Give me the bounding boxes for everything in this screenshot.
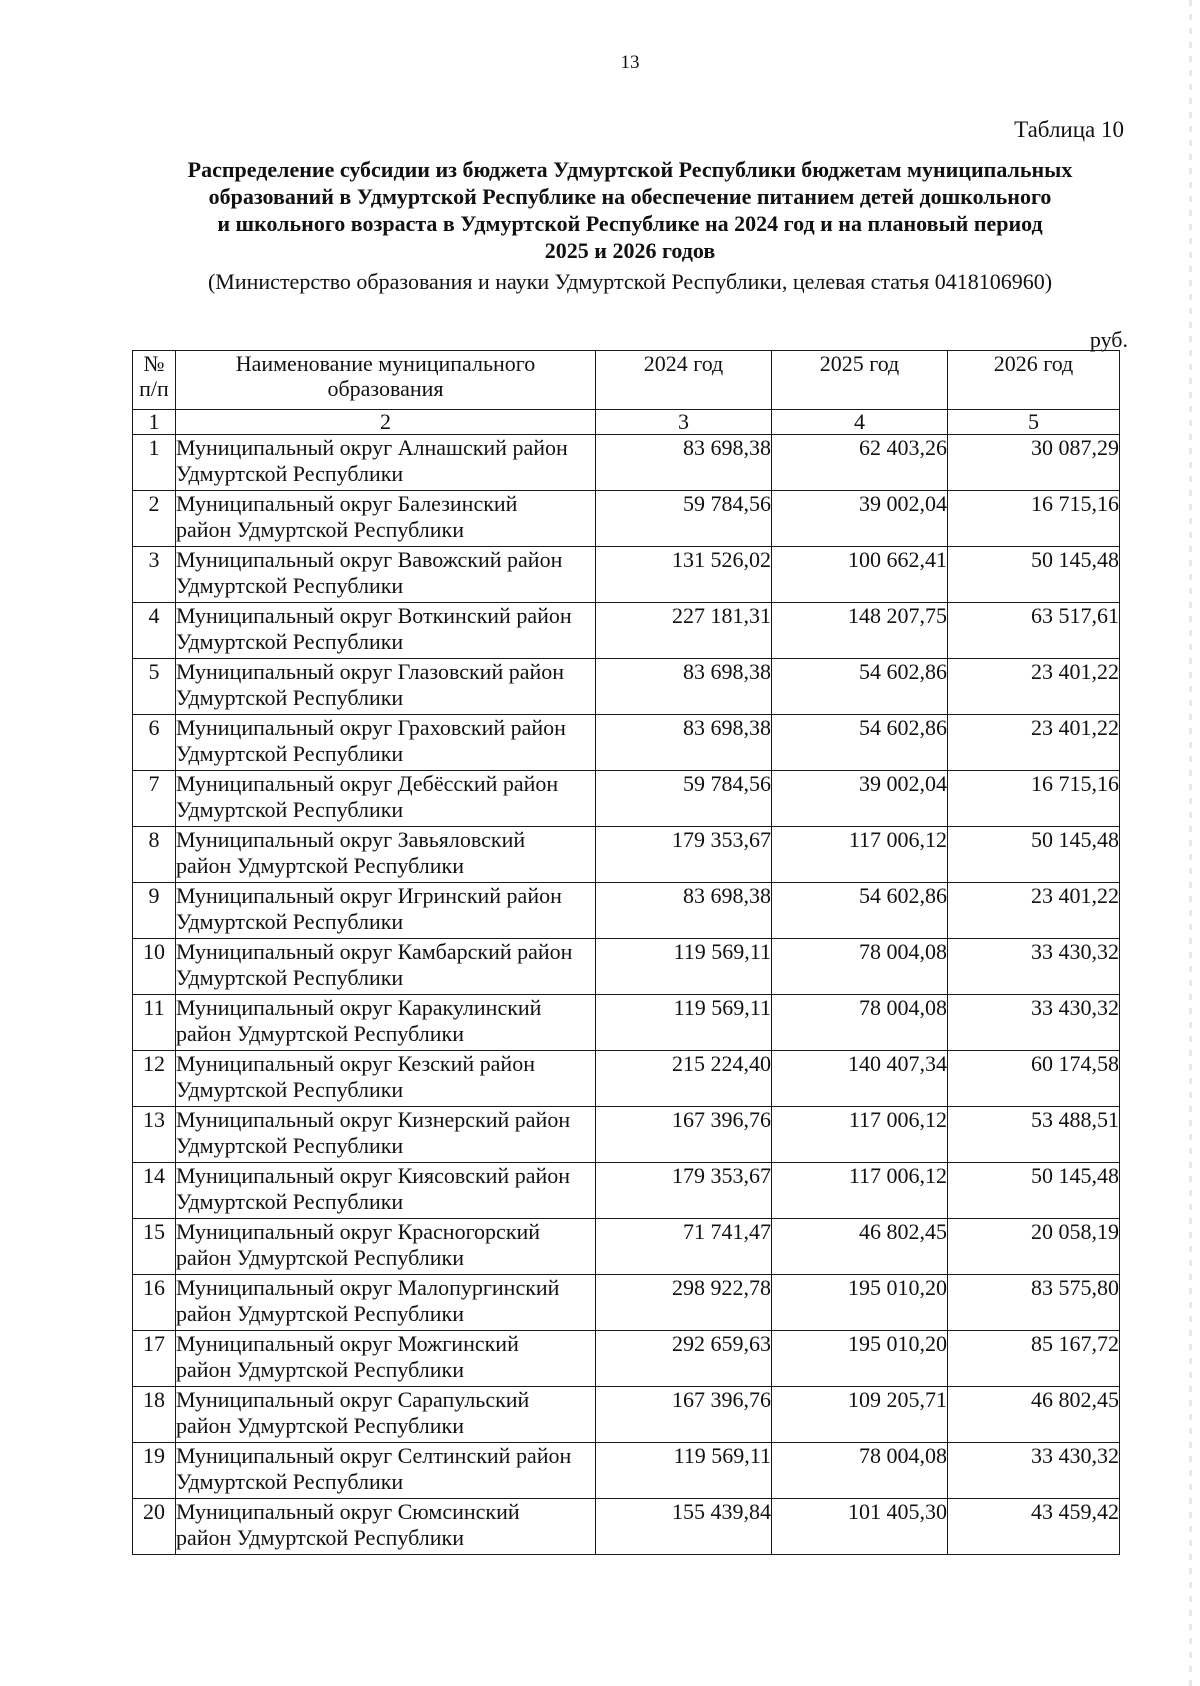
municipality-name-line: Муниципальный округ Кизнерский район: [176, 1107, 571, 1132]
municipality-name: [176, 1275, 596, 1331]
table-row: [133, 827, 1120, 883]
municipality-name-line: район Удмуртской Республики: [176, 853, 464, 878]
table-row: [133, 715, 1120, 771]
title-line: Распределение субсидии из бюджета Удмуртской Республики бюджетам муниципальных: [187, 157, 1073, 182]
row-number: 14: [133, 1163, 176, 1219]
scan-edge-artifact: [1189, 0, 1192, 1686]
table-row: [133, 1275, 1120, 1331]
value-2025: 109 205,71: [772, 1387, 948, 1443]
currency-unit: руб.: [1089, 327, 1128, 352]
row-number: 20: [133, 1499, 176, 1555]
municipality-name: [176, 715, 596, 771]
municipality-name: [176, 1443, 596, 1499]
municipality-name-line: Муниципальный округ Можгинский: [176, 1331, 519, 1356]
value-2026: 50 145,48: [948, 827, 1120, 883]
value-2024: 83 698,38: [596, 715, 772, 771]
row-number: 2: [133, 491, 176, 547]
table-row: [133, 883, 1120, 939]
page-number: 13: [620, 52, 640, 73]
column-index: 2: [176, 410, 596, 435]
column-index: 1: [133, 410, 176, 435]
table-row: [133, 491, 1120, 547]
row-number: 9: [133, 883, 176, 939]
header-row: [133, 351, 1120, 410]
value-2025: 54 602,86: [772, 659, 948, 715]
header-name-line: Наименование муниципального: [235, 351, 536, 376]
municipality-name: [176, 1107, 596, 1163]
value-2024: 119 569,11: [596, 939, 772, 995]
value-2025: 39 002,04: [772, 771, 948, 827]
municipality-name-line: Муниципальный округ Сюмсинский: [176, 1499, 520, 1524]
municipality-name-line: Удмуртской Республики: [176, 1469, 404, 1494]
value-2025: 54 602,86: [772, 883, 948, 939]
value-2025: 117 006,12: [772, 1107, 948, 1163]
table-row: [133, 1331, 1120, 1387]
value-2024: 59 784,56: [596, 771, 772, 827]
value-2026: 23 401,22: [948, 883, 1120, 939]
value-2025: 140 407,34: [772, 1051, 948, 1107]
municipality-name: [176, 1219, 596, 1275]
table-row: [133, 659, 1120, 715]
row-number: 10: [133, 939, 176, 995]
table-row: [133, 1219, 1120, 1275]
municipality-name: [176, 603, 596, 659]
row-number: 15: [133, 1219, 176, 1275]
header-name-line: образования: [327, 376, 444, 401]
municipality-name-line: Муниципальный округ Киясовский район: [176, 1163, 571, 1188]
row-number: 3: [133, 547, 176, 603]
municipality-name: [176, 995, 596, 1051]
table-row: [133, 1443, 1120, 1499]
municipality-name-line: район Удмуртской Республики: [176, 1525, 464, 1550]
municipality-name: [176, 939, 596, 995]
municipality-name-line: Муниципальный округ Воткинский район: [176, 603, 572, 628]
value-2026: 20 058,19: [948, 1219, 1120, 1275]
municipality-name-line: Удмуртской Республики: [176, 629, 404, 654]
header-number: [133, 351, 176, 410]
header-name: [176, 351, 596, 410]
value-2026: 85 167,72: [948, 1331, 1120, 1387]
municipality-name-line: Удмуртской Республики: [176, 461, 404, 486]
value-2024: 167 396,76: [596, 1107, 772, 1163]
value-2024: 155 439,84: [596, 1499, 772, 1555]
row-number: 19: [133, 1443, 176, 1499]
value-2024: 71 741,47: [596, 1219, 772, 1275]
municipality-name-line: Удмуртской Республики: [176, 573, 404, 598]
table-body: [133, 435, 1120, 1555]
header-number-line: №: [143, 351, 165, 376]
municipality-name-line: Удмуртской Республики: [176, 797, 404, 822]
municipality-name-line: Удмуртской Республики: [176, 909, 404, 934]
value-2026: 43 459,42: [948, 1499, 1120, 1555]
municipality-name-line: Муниципальный округ Камбарский район: [176, 939, 573, 964]
column-index: 5: [948, 410, 1120, 435]
row-number: 16: [133, 1275, 176, 1331]
value-2026: 83 575,80: [948, 1275, 1120, 1331]
municipality-name-line: район Удмуртской Республики: [176, 517, 464, 542]
value-2024: 179 353,67: [596, 827, 772, 883]
municipality-name-line: Муниципальный округ Игринский район: [176, 883, 562, 908]
value-2026: 50 145,48: [948, 1163, 1120, 1219]
municipality-name-line: Муниципальный округ Селтинский район: [176, 1443, 572, 1468]
municipality-name-line: Муниципальный округ Красногорский: [176, 1219, 541, 1244]
row-number: 6: [133, 715, 176, 771]
table-row: [133, 771, 1120, 827]
municipality-name-line: Удмуртской Республики: [176, 741, 404, 766]
value-2025: 62 403,26: [772, 435, 948, 491]
value-2024: 83 698,38: [596, 883, 772, 939]
municipality-name-line: район Удмуртской Республики: [176, 1021, 464, 1046]
value-2024: 59 784,56: [596, 491, 772, 547]
column-index: 3: [596, 410, 772, 435]
title-line: образований в Удмуртской Республике на обеспечение питанием детей дошкольного: [208, 184, 1052, 209]
header-2025: 2025 год: [772, 351, 948, 410]
value-2026: 53 488,51: [948, 1107, 1120, 1163]
table-row: [133, 939, 1120, 995]
value-2025: 195 010,20: [772, 1275, 948, 1331]
municipality-name-line: Удмуртской Республики: [176, 965, 404, 990]
municipality-name-line: Муниципальный округ Алнашский район: [176, 435, 568, 460]
row-number: 12: [133, 1051, 176, 1107]
value-2026: 33 430,32: [948, 1443, 1120, 1499]
title-line: 2025 и 2026 годов: [544, 238, 716, 263]
value-2025: 117 006,12: [772, 827, 948, 883]
value-2026: 16 715,16: [948, 771, 1120, 827]
municipality-name: [176, 1051, 596, 1107]
row-number: 5: [133, 659, 176, 715]
value-2025: 46 802,45: [772, 1219, 948, 1275]
municipality-name-line: Муниципальный округ Дебёсский район: [176, 771, 559, 796]
municipality-name-line: Удмуртской Республики: [176, 1133, 404, 1158]
municipality-name: [176, 491, 596, 547]
municipality-name-line: район Удмуртской Республики: [176, 1301, 464, 1326]
table-row: [133, 547, 1120, 603]
value-2025: 39 002,04: [772, 491, 948, 547]
header-2024: 2024 год: [596, 351, 772, 410]
municipality-name-line: Муниципальный округ Каракулинский: [176, 995, 542, 1020]
value-2024: 179 353,67: [596, 1163, 772, 1219]
table-row: [133, 1499, 1120, 1555]
value-2026: 60 174,58: [948, 1051, 1120, 1107]
header-2026: 2026 год: [948, 351, 1120, 410]
row-number: 8: [133, 827, 176, 883]
value-2025: 101 405,30: [772, 1499, 948, 1555]
municipality-name: [176, 1163, 596, 1219]
municipality-name-line: Муниципальный округ Сарапульский: [176, 1387, 530, 1412]
value-2025: 148 207,75: [772, 603, 948, 659]
municipality-name-line: район Удмуртской Республики: [176, 1413, 464, 1438]
table-row: [133, 1051, 1120, 1107]
municipality-name: [176, 771, 596, 827]
municipality-name-line: Муниципальный округ Кезский район: [176, 1051, 535, 1076]
value-2026: 23 401,22: [948, 659, 1120, 715]
municipality-name-line: Муниципальный округ Граховский район: [176, 715, 566, 740]
value-2026: 23 401,22: [948, 715, 1120, 771]
value-2024: 167 396,76: [596, 1387, 772, 1443]
value-2025: 78 004,08: [772, 1443, 948, 1499]
municipality-name-line: Удмуртской Республики: [176, 685, 404, 710]
value-2026: 63 517,61: [948, 603, 1120, 659]
row-number: 17: [133, 1331, 176, 1387]
row-number: 7: [133, 771, 176, 827]
value-2024: 83 698,38: [596, 435, 772, 491]
value-2025: 100 662,41: [772, 547, 948, 603]
row-number: 1: [133, 435, 176, 491]
row-number: 13: [133, 1107, 176, 1163]
municipality-name: [176, 883, 596, 939]
municipality-name: [176, 659, 596, 715]
subsidy-table: [132, 350, 1120, 1555]
row-number: 11: [133, 995, 176, 1051]
value-2025: 78 004,08: [772, 995, 948, 1051]
value-2024: 119 569,11: [596, 995, 772, 1051]
value-2024: 227 181,31: [596, 603, 772, 659]
row-number: 4: [133, 603, 176, 659]
municipality-name-line: Муниципальный округ Малопургинский: [176, 1275, 560, 1300]
value-2026: 46 802,45: [948, 1387, 1120, 1443]
value-2026: 33 430,32: [948, 939, 1120, 995]
table-row: [133, 603, 1120, 659]
column-index: 4: [772, 410, 948, 435]
value-2026: 16 715,16: [948, 491, 1120, 547]
column-index-row: [133, 410, 1120, 435]
value-2025: 78 004,08: [772, 939, 948, 995]
value-2024: 298 922,78: [596, 1275, 772, 1331]
value-2025: 195 010,20: [772, 1331, 948, 1387]
municipality-name-line: Муниципальный округ Глазовский район: [176, 659, 565, 684]
table-label: Таблица 10: [1014, 117, 1124, 142]
title-line: и школьного возраста в Удмуртской Республике на 2024 год и на плановый период: [217, 211, 1043, 236]
table-row: [133, 1387, 1120, 1443]
document-subtitle: (Министерство образования и науки Удмуртской Республики, целевая статья 0418106960): [207, 269, 1053, 294]
municipality-name-line: район Удмуртской Республики: [176, 1357, 464, 1382]
municipality-name-line: Муниципальный округ Вавожский район: [176, 547, 563, 572]
document-title: [150, 156, 1110, 264]
table-row: [133, 1107, 1120, 1163]
header-number-line: п/п: [139, 376, 169, 401]
value-2025: 117 006,12: [772, 1163, 948, 1219]
municipality-name-line: Удмуртской Республики: [176, 1189, 404, 1214]
value-2026: 33 430,32: [948, 995, 1120, 1051]
value-2024: 131 526,02: [596, 547, 772, 603]
municipality-name: [176, 1331, 596, 1387]
table-row: [133, 1163, 1120, 1219]
value-2024: 215 224,40: [596, 1051, 772, 1107]
table-row: [133, 995, 1120, 1051]
municipality-name: [176, 547, 596, 603]
value-2025: 54 602,86: [772, 715, 948, 771]
table-row: [133, 435, 1120, 491]
municipality-name-line: Удмуртской Республики: [176, 1077, 404, 1102]
municipality-name: [176, 1387, 596, 1443]
value-2024: 83 698,38: [596, 659, 772, 715]
municipality-name: [176, 827, 596, 883]
value-2026: 50 145,48: [948, 547, 1120, 603]
municipality-name: [176, 1499, 596, 1555]
municipality-name: [176, 435, 596, 491]
municipality-name-line: район Удмуртской Республики: [176, 1245, 464, 1270]
value-2024: 292 659,63: [596, 1331, 772, 1387]
municipality-name-line: Муниципальный округ Балезинский: [176, 491, 518, 516]
value-2026: 30 087,29: [948, 435, 1120, 491]
municipality-name-line: Муниципальный округ Завьяловский: [176, 827, 526, 852]
value-2024: 119 569,11: [596, 1443, 772, 1499]
row-number: 18: [133, 1387, 176, 1443]
